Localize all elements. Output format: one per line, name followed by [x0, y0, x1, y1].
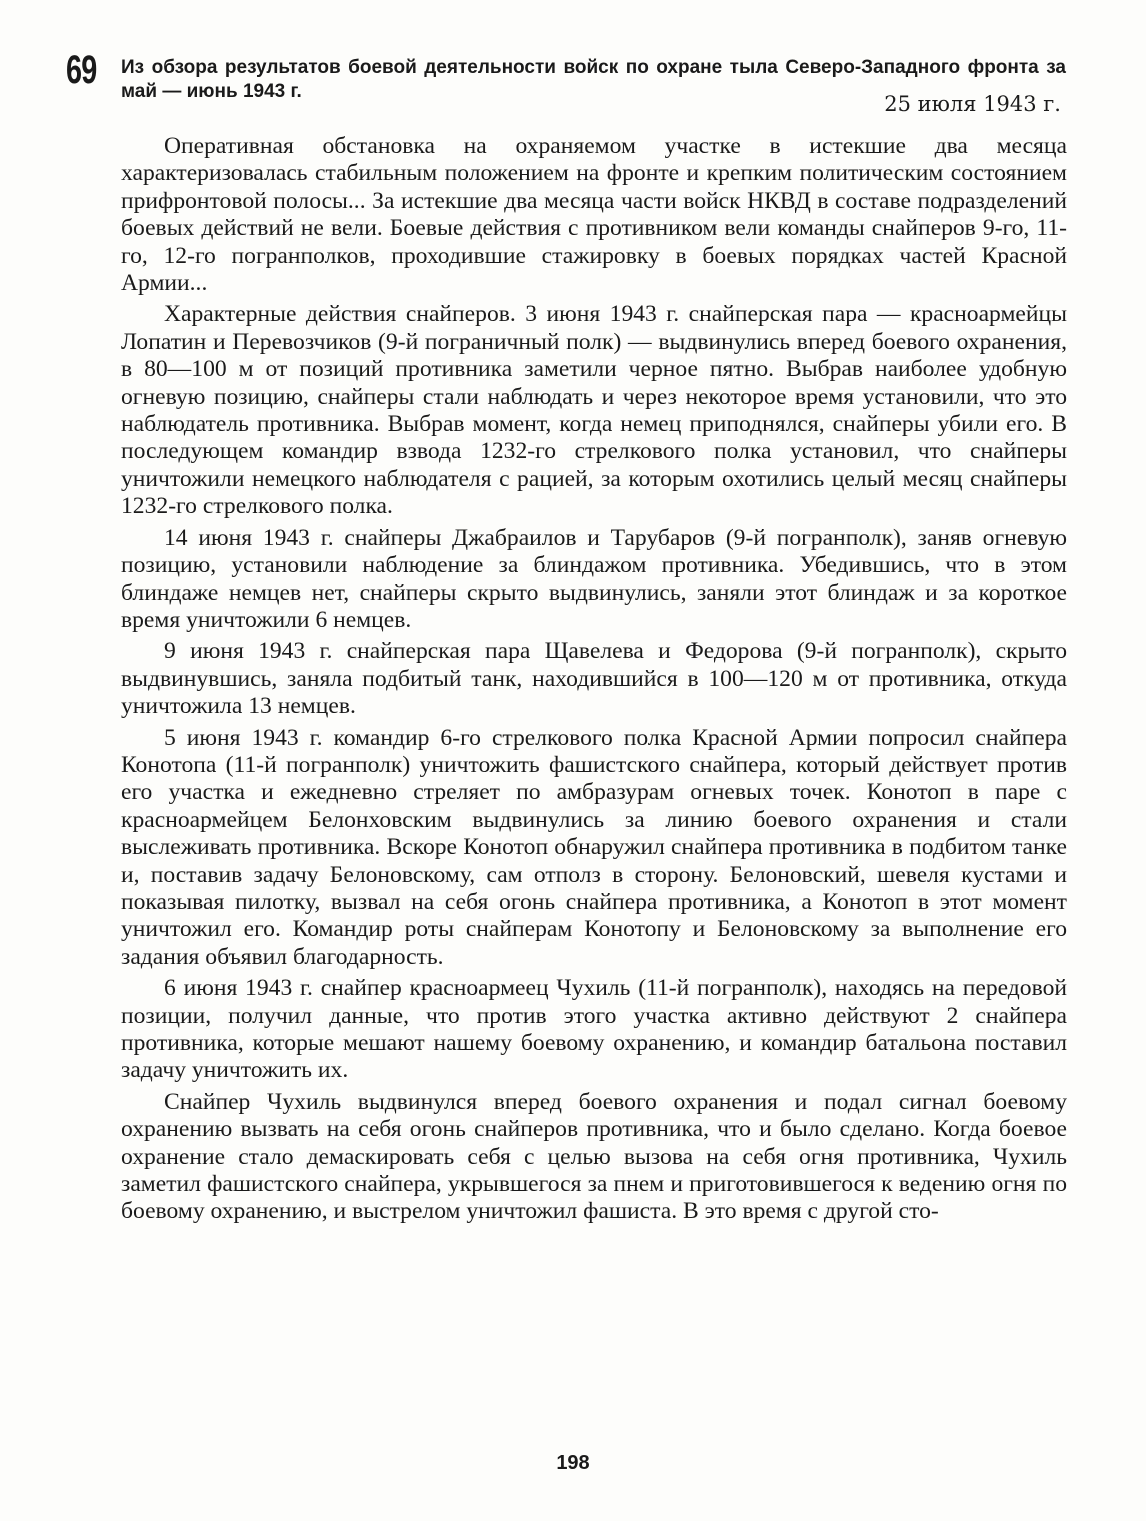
document-date: 25 июля 1943 г.: [884, 92, 1061, 116]
paragraph: Характерные действия снайперов. 3 июня 1943 г. снайперская пара — красноармейцы Лопатин и Перевозчиков (9-й пограничный полк) — выдвинулись вперед боевого охранения, в 80—100 м от позиций противника заметили черное пятно. Выбрав наиболее удобную огневую позицию, снайперы стали наблюдать и через некоторое время установили, что это наблюдатель противника. Выбрав момент, когда немец приподнялся, снайперы убили его. В последующем командир взвода 1232-го стрелкового полка установил, что снайперы уничтожили немецкого наблюдателя с рацией, за которым охотились целый месяц снайперы 1232-го стрелкового полка.: [121, 301, 1067, 520]
paragraph: 14 июня 1943 г. снайперы Джабраилов и Тарубаров (9-й погранполк), заняв огневую позицию, установили наблюдение за блиндажом противника. Убедившись, что в этом блиндаже немцев нет, снайперы скрыто выдвинулись, заняли этот блиндаж и за короткое время уничтожили 6 немцев.: [121, 524, 1067, 633]
document-body: [121, 133, 1067, 1230]
paragraph: 5 июня 1943 г. командир 6-го стрелкового полка Красной Армии попросил снайпера Конотопа (11-й погранполк) уничтожить фашистского снайпера, который действует против его участка и ежедневно стреляет по амбразурам огневых точек. Конотоп в паре с красноармейцем Белонховским выдвинулись за линию боевого охранения и стали выслеживать противника. Вскоре Конотоп обнаружил снайпера противника в подбитом танке и, поставив задачу Белоновскому, сам отполз в сторону. Белоновский, шевеля кустами и показывая пилотку, вызвал на себя огонь снайпера противника, а Конотоп в этот момент уничтожил его. Командир роты снайперам Конотопу и Белоновскому за выполнение его задания объявил благодарность.: [121, 724, 1067, 970]
page-number: 198: [556, 1452, 590, 1474]
paragraph: 6 июня 1943 г. снайпер красноармеец Чухиль (11-й погранполк), находясь на передовой позиции, получил данные, что против этого участка активно действуют 2 снайпера противника, которые мешают нашему боевому охранению, и командир батальона поставил задачу уничтожить их.: [121, 975, 1067, 1084]
document-number: 69: [66, 48, 97, 92]
paragraph: Снайпер Чухиль выдвинулся вперед боевого охранения и подал сигнал боевому охранению вызвать на себя огонь снайперов противника, что и было сделано. Когда боевое охранение стало демаскировать себя с целью вызова на себя огня противника, Чухиль заметил фашистского снайпера, укрывшегося за пнем и приготовившегося к ведению огня по боевому охранению, и выстрелом уничтожил фашиста. В это время с другой сто-: [121, 1088, 1067, 1225]
paragraph: Оперативная обстановка на охраняемом участке в истекшие два месяца характеризовалась стабильным положением на фронте и крепким политическим состоянием прифронтовой полосы... За истекшие два месяца части войск НКВД в составе подразделений боевых действий не вели. Боевые действия с противником вели команды снайперов 9-го, 11-го, 12-го погранполков, проходившие стажировку в боевых порядках частей Красной Армии...: [121, 133, 1067, 297]
document-title: Из обзора результатов боевой деятельности войск по охране тыла Северо-Западного фронта за май — июнь 1943 г.: [121, 57, 1066, 102]
paragraph: 9 июня 1943 г. снайперская пара Щавелева и Федорова (9-й погранполк), скрыто выдвинувшись, заняла подбитый танк, находившийся в 100—120 м от противника, откуда уничтожила 13 немцев.: [121, 638, 1067, 720]
